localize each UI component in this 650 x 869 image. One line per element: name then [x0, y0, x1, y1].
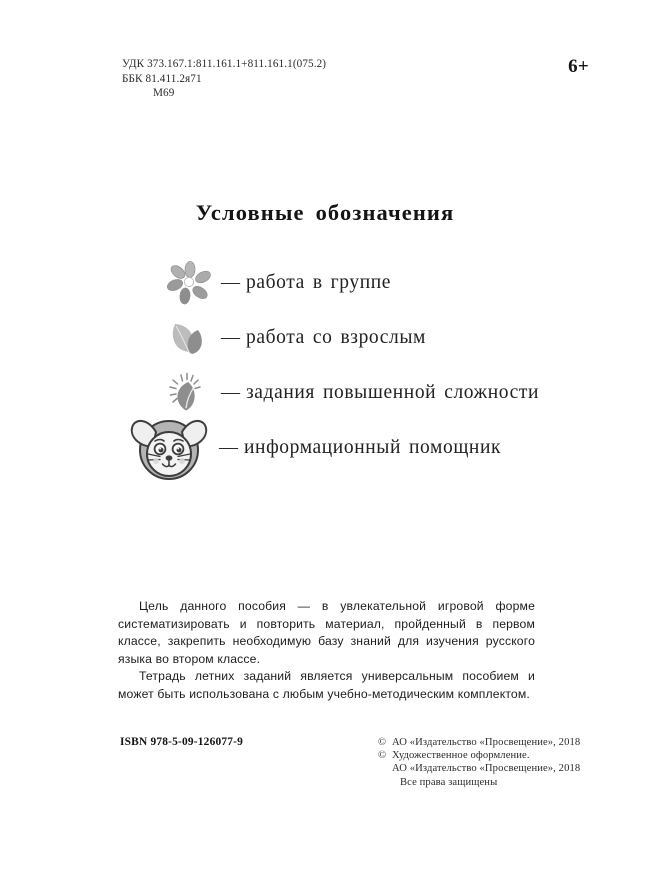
- legend-label-part: взрослым: [340, 326, 426, 348]
- page-title: [0, 200, 650, 226]
- description-text: [118, 598, 535, 704]
- legend-dash: —: [221, 382, 240, 403]
- legend-label-part: сложности: [444, 381, 540, 403]
- legend-dash: —: [221, 272, 240, 293]
- copyright-line: [378, 736, 580, 749]
- legend-label-part: информационный: [244, 436, 402, 458]
- isbn-text: ISBN 978-5-09-126077-9: [120, 736, 244, 748]
- catalog-codes: [122, 57, 326, 101]
- copyright-icon: ©: [378, 737, 387, 748]
- legend-label-part: повышенной: [322, 381, 437, 403]
- legend-label: [246, 272, 391, 294]
- copyright-icon: ©: [378, 750, 387, 762]
- legend-label-part: помощник: [409, 436, 502, 458]
- copyright-line-text: АО «Издательство «Просвещение», 2018: [392, 763, 581, 775]
- copyright-line-text: Художественное оформление.: [392, 750, 530, 762]
- legend-icon-cell: [0, 370, 217, 416]
- bunny-face-icon: [126, 412, 212, 484]
- list-item: [0, 310, 650, 365]
- copyright-block: [378, 736, 580, 789]
- age-rating-badge: 6+: [568, 56, 589, 77]
- copyright-line: [378, 776, 580, 789]
- legend-label: [244, 437, 501, 459]
- copyright-line: [378, 762, 580, 775]
- udk-code: УДК 373.167.1:811.161.1+811.161.1(075.2): [122, 58, 327, 70]
- legend-dash: —: [219, 437, 238, 458]
- page-title-word-2: обозначения: [315, 200, 455, 225]
- legend-label-part: работа: [246, 326, 305, 348]
- legend-label: [246, 327, 426, 349]
- legend-label: [246, 382, 539, 404]
- description-paragraph-1: Цель данного пособия — в увлекательной игровой форме систематизировать и повторить материал, пройденный в первом классе, закрепить необходимую базу знаний для изучения русского языка во втором классе.: [118, 599, 535, 666]
- legend-label-part: со: [312, 326, 333, 348]
- legend-icon-cell: [0, 412, 215, 484]
- shelf-code: М69: [153, 87, 175, 100]
- legend-icon-cell: [0, 317, 217, 359]
- legend-list: [0, 255, 650, 475]
- copyright-line-text: Все права защищены: [400, 776, 498, 788]
- copyright-line-text: АО «Издательство «Просвещение», 2018: [392, 737, 581, 748]
- legend-label-part: в: [312, 271, 323, 293]
- description-paragraph-2: Тетрадь летних заданий является универсальным пособием и может быть использована с любым учебно-методическим комплектом.: [118, 669, 535, 701]
- list-item: [0, 255, 650, 310]
- copyright-line: [378, 749, 580, 762]
- two-leaves-icon: [165, 317, 213, 359]
- page-title-word-1: Условные: [195, 200, 305, 225]
- flower-rosette-icon: [167, 261, 213, 305]
- list-item: [0, 420, 650, 475]
- legend-label-part: работа: [246, 271, 305, 293]
- shining-leaf-icon: [161, 370, 213, 416]
- legend-label-part: задания: [246, 381, 315, 403]
- legend-dash: —: [221, 327, 240, 348]
- legend-icon-cell: [0, 261, 217, 305]
- bbk-code: ББК 81.411.2я71: [122, 72, 202, 85]
- legend-label-part: группе: [330, 271, 392, 293]
